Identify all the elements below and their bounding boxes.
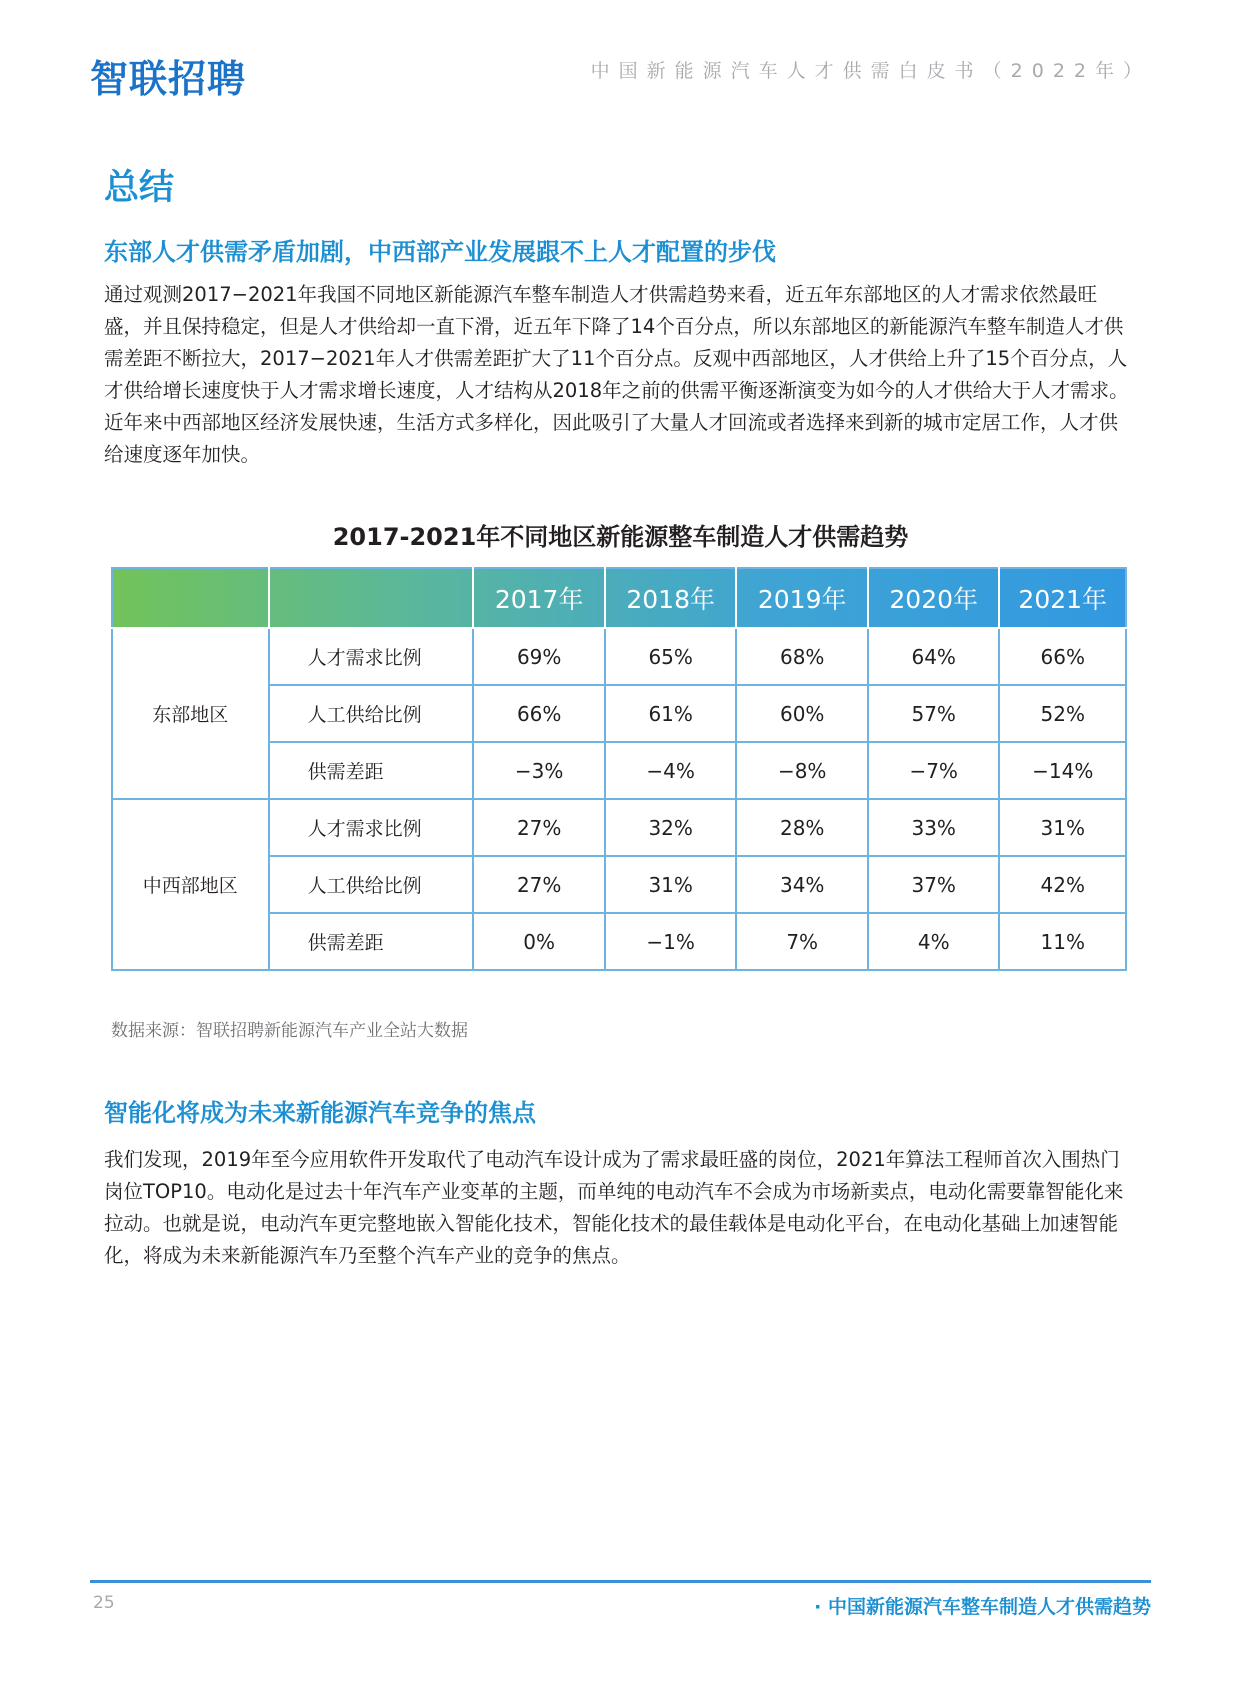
table-cell: −4% — [605, 742, 737, 799]
header-year: 2021年 — [999, 568, 1126, 628]
page-title: 总结 — [104, 168, 175, 208]
table-cell: 52% — [999, 685, 1126, 742]
logo: 智联招聘 — [90, 57, 247, 101]
table-cell: 42% — [999, 856, 1126, 913]
table-cell: −8% — [736, 742, 868, 799]
table-cell: 69% — [473, 628, 605, 685]
header-year: 2017年 — [473, 568, 605, 628]
table-title: 2017-2021年不同地区新能源整车制造人才供需趋势 — [332, 523, 909, 551]
table-cell: 64% — [868, 628, 1000, 685]
table-cell: 31% — [605, 856, 737, 913]
paragraph-intelligence: 我们发现，2019年至今应用软件开发取代了电动汽车设计成为了需求最旺盛的岗位，2021年算法工程师首次入围热门岗位TOP10。电动化是过去十年汽车产业变革的主题，而单纯的电动汽车不会成为市场新卖点，电动化需要靠智能化来拉动。也就是说，电动汽车更完整地嵌入智能化技术，智能化技术的最佳载体是电动化平台，在电动化基础上加速智能化，将成为未来新能源汽车乃至整个汽车产业的竞争的焦点。 — [104, 1148, 1124, 1267]
footer-section-title: · 中国新能源汽车整车制造人才供需趋势 — [814, 1596, 1151, 1618]
table-cell: 57% — [868, 685, 1000, 742]
table-cell: 37% — [868, 856, 1000, 913]
region-label: 中西部地区 — [112, 799, 269, 970]
header-year: 2019年 — [736, 568, 868, 628]
table-cell: 7% — [736, 913, 868, 970]
table-cell: 27% — [473, 799, 605, 856]
table-header-row — [112, 568, 1126, 628]
table-cell: 11% — [999, 913, 1126, 970]
table-cell: 65% — [605, 628, 737, 685]
table-cell: −14% — [999, 742, 1126, 799]
table-cell: 66% — [999, 628, 1126, 685]
table-cell: 61% — [605, 685, 737, 742]
table-cell: 0% — [473, 913, 605, 970]
table-cell: 68% — [736, 628, 868, 685]
table-cell: −3% — [473, 742, 605, 799]
table-row — [112, 799, 1126, 856]
table-cell: 33% — [868, 799, 1000, 856]
table-row — [112, 628, 1126, 685]
header-year: 2020年 — [868, 568, 1000, 628]
table-cell: 32% — [605, 799, 737, 856]
region-label: 东部地区 — [112, 628, 269, 799]
metric-label: 人工供给比例 — [269, 685, 474, 742]
table-cell: 27% — [473, 856, 605, 913]
page-number: 25 — [93, 1593, 115, 1613]
metric-label: 供需差距 — [269, 913, 474, 970]
table-cell: −1% — [605, 913, 737, 970]
table-cell: 34% — [736, 856, 868, 913]
header-blank-metric — [269, 568, 474, 628]
table-cell: 28% — [736, 799, 868, 856]
paragraph-east-west: 通过观测2017−2021年我国不同地区新能源汽车整车制造人才供需趋势来看，近五年东部地区的人才需求依然最旺盛，并且保持稳定，但是人才供给却一直下滑，近五年下降了14个百分点，所以东部地区的新能源汽车整车制造人才供需差距不断拉大，2017−2021年人才供需差距扩大了11个百分点。反观中西部地区，人才供给上升了15个百分点，人才供给增长速度快于人才需求增长速度，人才结构从2018年之前的供需平衡逐渐演变为如今的人才供给大于人才需求。近年来中西部地区经济发展快速，生活方式多样化，因此吸引了大量人才回流或者选择来到新的城市定居工作，人才供给速度逐年加快。 — [104, 283, 1129, 466]
table-cell: 60% — [736, 685, 868, 742]
table-cell: 66% — [473, 685, 605, 742]
metric-label: 人才需求比例 — [269, 628, 474, 685]
data-source-note: 数据来源：智联招聘新能源汽车产业全站大数据 — [111, 1021, 468, 1041]
table-cell: 31% — [999, 799, 1126, 856]
header-blank-region — [112, 568, 269, 628]
metric-label: 人工供给比例 — [269, 856, 474, 913]
table-cell: −7% — [868, 742, 1000, 799]
metric-label: 供需差距 — [269, 742, 474, 799]
section-heading-east-west: 东部人才供需矛盾加剧，中西部产业发展跟不上人才配置的步伐 — [104, 238, 776, 266]
footer-divider — [90, 1580, 1151, 1583]
document-title: 中国新能源汽车人才供需白皮书（2022年） — [590, 60, 1151, 82]
supply-demand-table — [111, 567, 1127, 971]
table-cell: 4% — [868, 913, 1000, 970]
metric-label: 人才需求比例 — [269, 799, 474, 856]
section-heading-intelligence: 智能化将成为未来新能源汽车竞争的焦点 — [104, 1099, 536, 1127]
header-year: 2018年 — [605, 568, 737, 628]
